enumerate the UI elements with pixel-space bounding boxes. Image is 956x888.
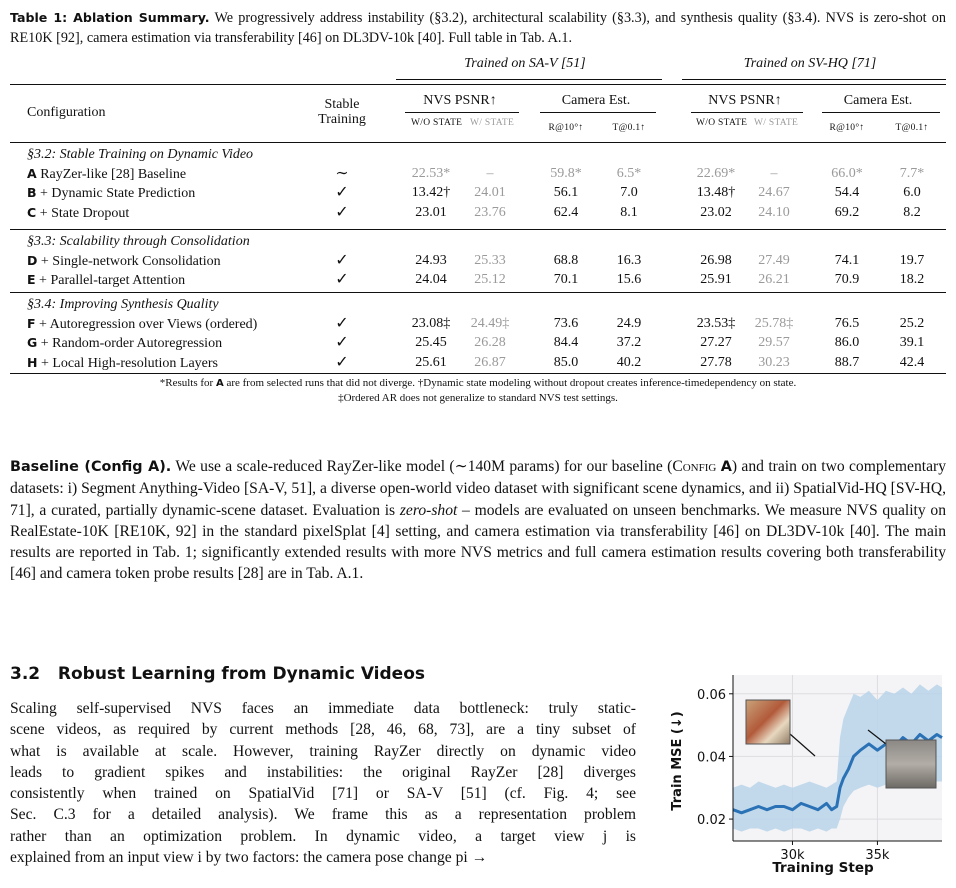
table-cell: 24.01 xyxy=(474,185,506,200)
table-cell: 76.5 xyxy=(834,315,860,331)
section-paragraph xyxy=(10,698,636,868)
table-cell: 25.45 xyxy=(415,335,447,350)
stable-mark: ✓ xyxy=(335,203,349,221)
subrule-psnr-svhq xyxy=(691,112,803,113)
config-letter: H xyxy=(27,354,38,370)
subheader-camera-sav: Camera Est. xyxy=(561,93,631,108)
stable-mark: ∼ xyxy=(335,164,349,182)
table-cell: 85.0 xyxy=(553,354,579,370)
leaf-header: W/O STATE xyxy=(696,118,748,128)
table-cell: 39.1 xyxy=(899,335,925,350)
table-cell: 42.4 xyxy=(899,354,925,370)
paragraph-line: consistently when trained on SpatialVid [71] or SA-V [51] (cf. Fig. 4; see xyxy=(10,785,636,803)
subheader-psnr-svhq: NVS PSNR↑ xyxy=(708,93,782,108)
table-cell: 24.04 xyxy=(415,272,447,287)
table-cell: 66.0* xyxy=(831,165,863,181)
leaf-header: W/ STATE xyxy=(754,118,799,128)
y-tick-label: 0.06 xyxy=(697,687,726,703)
header-training: Training xyxy=(318,112,366,127)
paragraph-line: Scaling self-supervised NVS faces an immediate data bottleneck: truly static- xyxy=(10,700,636,717)
config-name xyxy=(27,354,218,372)
table-cell: 24.49‡ xyxy=(470,315,510,331)
config-name xyxy=(27,271,185,289)
subheader-camera-svhq: Camera Est. xyxy=(843,93,913,108)
config-label: RayZer-like [28] Baseline xyxy=(36,166,187,182)
table-cell: 26.28 xyxy=(474,335,506,350)
config-letter: E xyxy=(27,272,36,287)
table-cell: 70.9 xyxy=(834,272,860,287)
caption-text: We progressively address instability (§3.2), architectural scalability (§3.3), and synthesis quality (§3.4). NVS is zero-shot on RE10K [92], camera estimation via transferability [46] on DL3DV-10k [40]. Full table in Tab. A.1. xyxy=(10,10,946,46)
subrule-camera-sav xyxy=(540,112,656,113)
config-label: + Autoregression over Views (ordered) xyxy=(35,316,258,332)
table-cell: 40.2 xyxy=(616,354,642,370)
group-rule-sav xyxy=(396,79,662,80)
table-cell: 23.76 xyxy=(474,204,506,220)
table-cell: 84.4 xyxy=(553,335,579,350)
table-cell: 25.61 xyxy=(415,354,447,370)
leaf-header: W/O STATE xyxy=(411,118,463,128)
config-name xyxy=(27,315,257,333)
section-number: 3.2 xyxy=(10,664,41,684)
group-header-svhq: Trained on SV-HQ [71] xyxy=(743,56,877,71)
config-label: + Single-network Consolidation xyxy=(37,253,221,269)
table-cell: – xyxy=(486,165,494,181)
config-label: + Dynamic State Prediction xyxy=(36,186,196,201)
table-cell: 25.78‡ xyxy=(754,315,794,331)
stable-mark: ✓ xyxy=(335,314,349,332)
table-cell: 15.6 xyxy=(616,272,642,287)
table-cell: 26.87 xyxy=(474,354,506,370)
table-cell: 27.78 xyxy=(700,354,732,370)
table-section-title: §3.4: Improving Synthesis Quality xyxy=(27,297,219,312)
table-section-title: §3.3: Scalability through Consolidation xyxy=(27,234,250,249)
section-rule xyxy=(10,142,946,143)
table-cell: 25.2 xyxy=(899,315,925,331)
paragraph-line: Sec. C.3 for a detailed analysis). We frame this as a representation problem xyxy=(10,806,636,824)
table-cell: 27.49 xyxy=(758,252,790,268)
caption-label: Table 1: Ablation Summary. xyxy=(10,10,210,25)
table-cell: 68.8 xyxy=(553,252,579,268)
table-cell: 8.2 xyxy=(903,204,921,220)
table-cell: 59.8* xyxy=(550,165,582,181)
table-cell: – xyxy=(770,165,778,181)
table-cell: 24.93 xyxy=(415,252,447,268)
dynamic-scene-thumbnail xyxy=(886,740,936,788)
table-cell: 86.0 xyxy=(834,335,860,350)
table-cell: 16.3 xyxy=(616,252,642,268)
config-name xyxy=(27,334,222,352)
table-cell: 54.4 xyxy=(834,185,860,200)
config-letter: G xyxy=(27,335,38,350)
subrule-psnr-sav xyxy=(405,112,519,113)
table-cell: 25.33 xyxy=(474,252,506,268)
table-cell: 37.2 xyxy=(616,335,642,350)
paragraph-line: leads to gradient spikes and instabilities: the original RayZer [28] diverges xyxy=(10,763,636,781)
table-caption xyxy=(10,8,946,48)
table-bottom-rule xyxy=(10,373,946,374)
table-cell: 6.0 xyxy=(903,185,921,200)
table-cell: 19.7 xyxy=(899,252,925,268)
subrule-camera-svhq xyxy=(822,112,940,113)
group-rule-svhq xyxy=(682,79,946,80)
table-cell: 24.10 xyxy=(758,204,790,220)
table-cell: 13.48† xyxy=(696,185,736,200)
y-tick-label: 0.02 xyxy=(697,813,726,829)
stable-mark: ✓ xyxy=(335,271,349,288)
table-top-rule xyxy=(10,84,946,85)
config-name xyxy=(27,252,221,270)
table-cell: 25.12 xyxy=(474,272,506,287)
config-label: + Random-order Autoregression xyxy=(37,336,223,351)
table-cell: 23.53‡ xyxy=(696,315,736,331)
table-cell: 22.69* xyxy=(696,165,736,181)
table-cell: 24.67 xyxy=(758,185,790,200)
leaf-header: R@10°↑ xyxy=(829,123,865,133)
config-label: + Local High-resolution Layers xyxy=(37,355,218,371)
table-cell: 23.08‡ xyxy=(411,315,451,331)
config-letter: C xyxy=(27,204,37,220)
config-letter: A xyxy=(27,165,37,181)
stable-mark: ✓ xyxy=(335,251,349,269)
table-cell: 8.1 xyxy=(620,204,638,220)
table-cell: 30.23 xyxy=(758,354,790,370)
table-cell: 6.5* xyxy=(616,165,642,181)
config-letter: D xyxy=(27,252,38,268)
table-footnote-2: ‡Ordered AR does not generalize to standard NVS test settings. xyxy=(338,392,618,404)
table-cell: 24.9 xyxy=(616,315,642,331)
x-axis-label: Training Step xyxy=(772,860,874,876)
paragraph-line: scene videos, as required by current methods [28, 46, 68, 73], are a tiny subset of xyxy=(10,721,636,739)
table-footnote-1: *Results for A are from selected runs that did not diverge. †Dynamic state modeling without dropout creates inference-timedependency on state. xyxy=(159,377,797,389)
stable-mark: ✓ xyxy=(335,184,349,201)
baseline-heading: Baseline (Config A). xyxy=(10,459,172,475)
config-name xyxy=(27,165,186,183)
leaf-header: R@10°↑ xyxy=(548,123,584,133)
section-rule xyxy=(10,292,946,293)
config-name xyxy=(27,184,195,202)
table-cell: 18.2 xyxy=(899,272,925,287)
table-cell: 23.02 xyxy=(700,204,732,220)
plot-layer xyxy=(697,675,942,863)
header-configuration: Configuration xyxy=(27,105,106,120)
table-cell: 56.1 xyxy=(553,185,579,200)
config-label: + Parallel-target Attention xyxy=(35,273,186,288)
leaf-header: W/ STATE xyxy=(470,118,515,128)
table-cell: 27.27 xyxy=(700,335,732,350)
leaf-header: T@0.1↑ xyxy=(895,123,929,133)
table-cell: 73.6 xyxy=(553,315,579,331)
config-letter: F xyxy=(27,315,36,331)
y-tick-label: 0.04 xyxy=(697,750,726,766)
config-label: + State Dropout xyxy=(36,205,130,221)
table-cell: 26.98 xyxy=(700,252,732,268)
table-section-title: §3.2: Stable Training on Dynamic Video xyxy=(27,147,254,162)
table-cell: 62.4 xyxy=(553,204,579,220)
table-cell: 70.1 xyxy=(553,272,579,287)
group-header-sav: Trained on SA-V [51] xyxy=(464,56,586,71)
x-tick-label: 30k xyxy=(780,848,805,863)
baseline-paragraph: Baseline (Config A). We use a scale-reduced RayZer-like model (∼140M params) for our baseline (Config A) and train on two complementary datasets: i) Segment Anything-Video [SA-V, 51], a diverse open-world video dataset with significant scene dynamics, and ii) SpatialVid-HQ [SV-HQ, 71], a curated, partially dynamic-scene dataset. Evaluation is zero-shot – models are evaluated on unseen benchmarks. We measure NVS quality on RealEstate-10K [RE10K, 92] in the standard pixelSplat [4] setting, and camera estimation via transferability [46] on DL3DV-10k [40]. The main results are reported in Tab. 1; significantly extended results with more NVS metrics and full camera estimation results covering both transferability [46] and camera token probe results [28] are in Tab. A.1. xyxy=(10,458,946,583)
subheader-psnr-sav: NVS PSNR↑ xyxy=(423,93,497,108)
static-scene-thumbnail xyxy=(746,700,790,744)
stable-mark: ✓ xyxy=(335,353,349,371)
training-mse-chart xyxy=(660,668,950,883)
leaf-header: T@0.1↑ xyxy=(612,123,646,133)
table-cell: 7.0 xyxy=(620,185,638,200)
table-cell: 7.7* xyxy=(899,165,925,181)
section-rule xyxy=(10,229,946,230)
config-letter: B xyxy=(27,185,37,200)
table-cell: 88.7 xyxy=(834,354,860,370)
table-cell: 29.57 xyxy=(758,335,790,350)
section-title-text: Robust Learning from Dynamic Videos xyxy=(57,664,426,684)
table-cell: 25.91 xyxy=(700,272,732,287)
y-axis-label: Train MSE (↓) xyxy=(670,711,685,811)
x-tick-label: 35k xyxy=(865,848,890,863)
config-name xyxy=(27,204,129,222)
header-stable: Stable xyxy=(324,97,360,112)
table-cell: 13.42† xyxy=(411,185,451,200)
table-cell: 69.2 xyxy=(834,204,860,220)
table-cell: 26.21 xyxy=(758,272,790,287)
section-heading xyxy=(10,664,425,684)
table-cell: 23.01 xyxy=(415,204,447,220)
training-mse-figure xyxy=(660,668,950,883)
stable-mark: ✓ xyxy=(335,334,349,351)
table-cell: 22.53* xyxy=(411,165,451,181)
paragraph-line: rather than an optimization problem. In dynamic video, a target view j is xyxy=(10,827,636,845)
table-cell: 74.1 xyxy=(834,252,860,268)
paragraph-line: what is available at scale. However, training RayZer directly on dynamic video xyxy=(10,742,636,760)
paragraph-line: explained from an input view i by two factors: the camera pose change pi → xyxy=(10,849,488,867)
